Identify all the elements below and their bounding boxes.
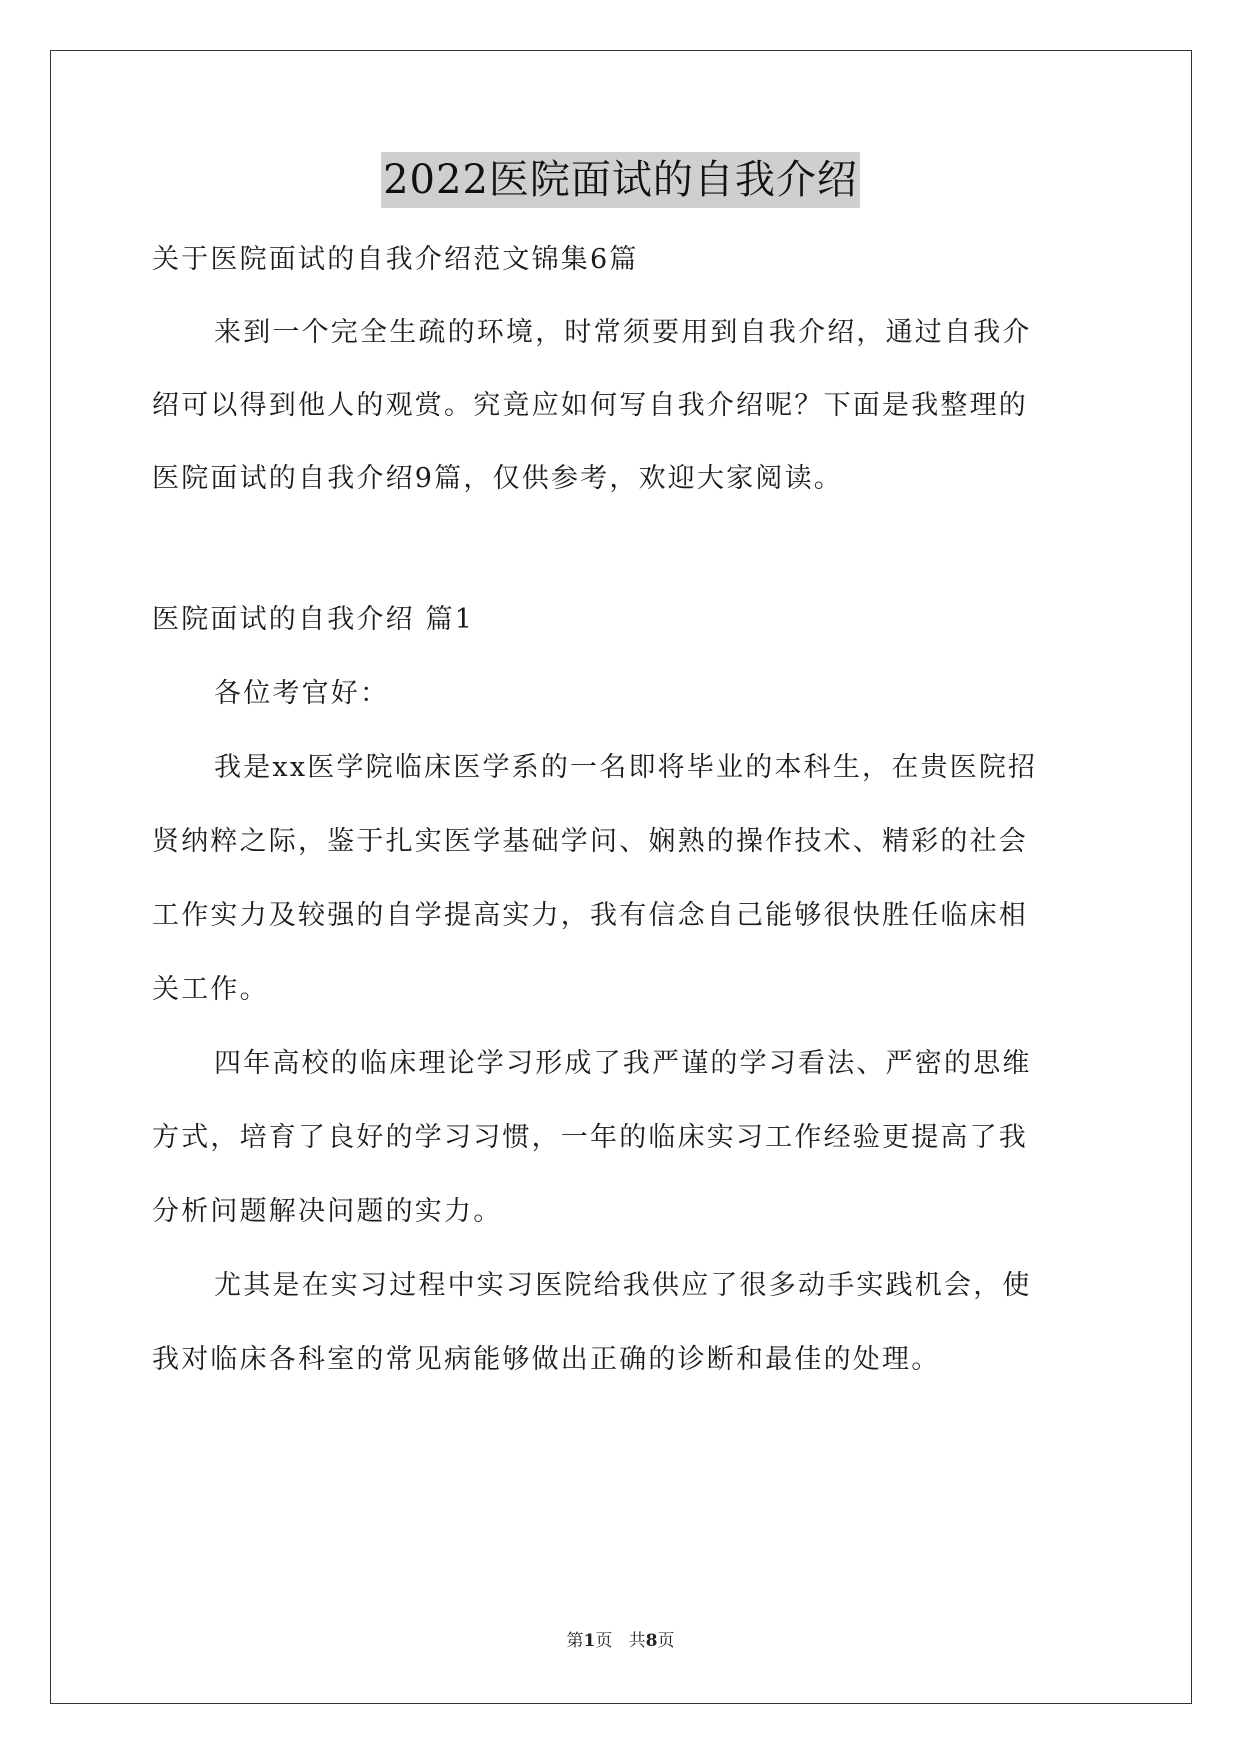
para2-line-1: 四年高校的临床理论学习形成了我严谨的学习看法、严密的思维 — [214, 1048, 1032, 1079]
para2-line-2: 方式，培育了良好的学习习惯，一年的临床实习工作经验更提高了我 — [152, 1122, 1028, 1153]
para2-line-3: 分析问题解决问题的实力。 — [152, 1196, 503, 1227]
page-border — [50, 50, 1192, 1704]
greeting-line: 各位考官好： — [214, 678, 390, 709]
para3-line-1: 尤其是在实习过程中实习医院给我供应了很多动手实践机会，使 — [214, 1270, 1032, 1301]
footer-page-prefix: 第 — [566, 1631, 584, 1651]
para1-line-2: 贤纳粹之际，鉴于扎实医学基础学问、娴熟的操作技术、精彩的社会 — [152, 826, 1028, 857]
document-title: 2022医院面试的自我介绍 — [381, 152, 860, 208]
para3-line-2: 我对临床各科室的常见病能够做出正确的诊断和最佳的处理。 — [152, 1344, 941, 1375]
footer-page-total: 8 — [645, 1631, 658, 1651]
para1-line-4: 关工作。 — [152, 974, 269, 1005]
intro-line-3: 医院面试的自我介绍9篇，仅供参考，欢迎大家阅读。 — [152, 463, 843, 494]
page-footer — [0, 1629, 1241, 1653]
para1-line-3: 工作实力及较强的自学提高实力，我有信念自己能够很快胜任临床相 — [152, 900, 1028, 931]
document-subtitle: 关于医院面试的自我介绍范文锦集6篇 — [152, 244, 639, 275]
footer-page-current: 1 — [583, 1631, 596, 1651]
section-heading: 医院面试的自我介绍 篇1 — [152, 604, 475, 635]
intro-line-2: 绍可以得到他人的观赏。究竟应如何写自我介绍呢？下面是我整理的 — [152, 390, 1028, 421]
title-container — [0, 152, 1241, 208]
footer-page-suffix: 页 — [657, 1631, 675, 1651]
footer-page-mid: 页 共 — [595, 1631, 646, 1651]
para1-line-1: 我是xx医学院临床医学系的一名即将毕业的本科生，在贵医院招 — [214, 752, 1038, 783]
intro-line-1: 来到一个完全生疏的环境，时常须要用到自我介绍，通过自我介 — [214, 317, 1032, 348]
